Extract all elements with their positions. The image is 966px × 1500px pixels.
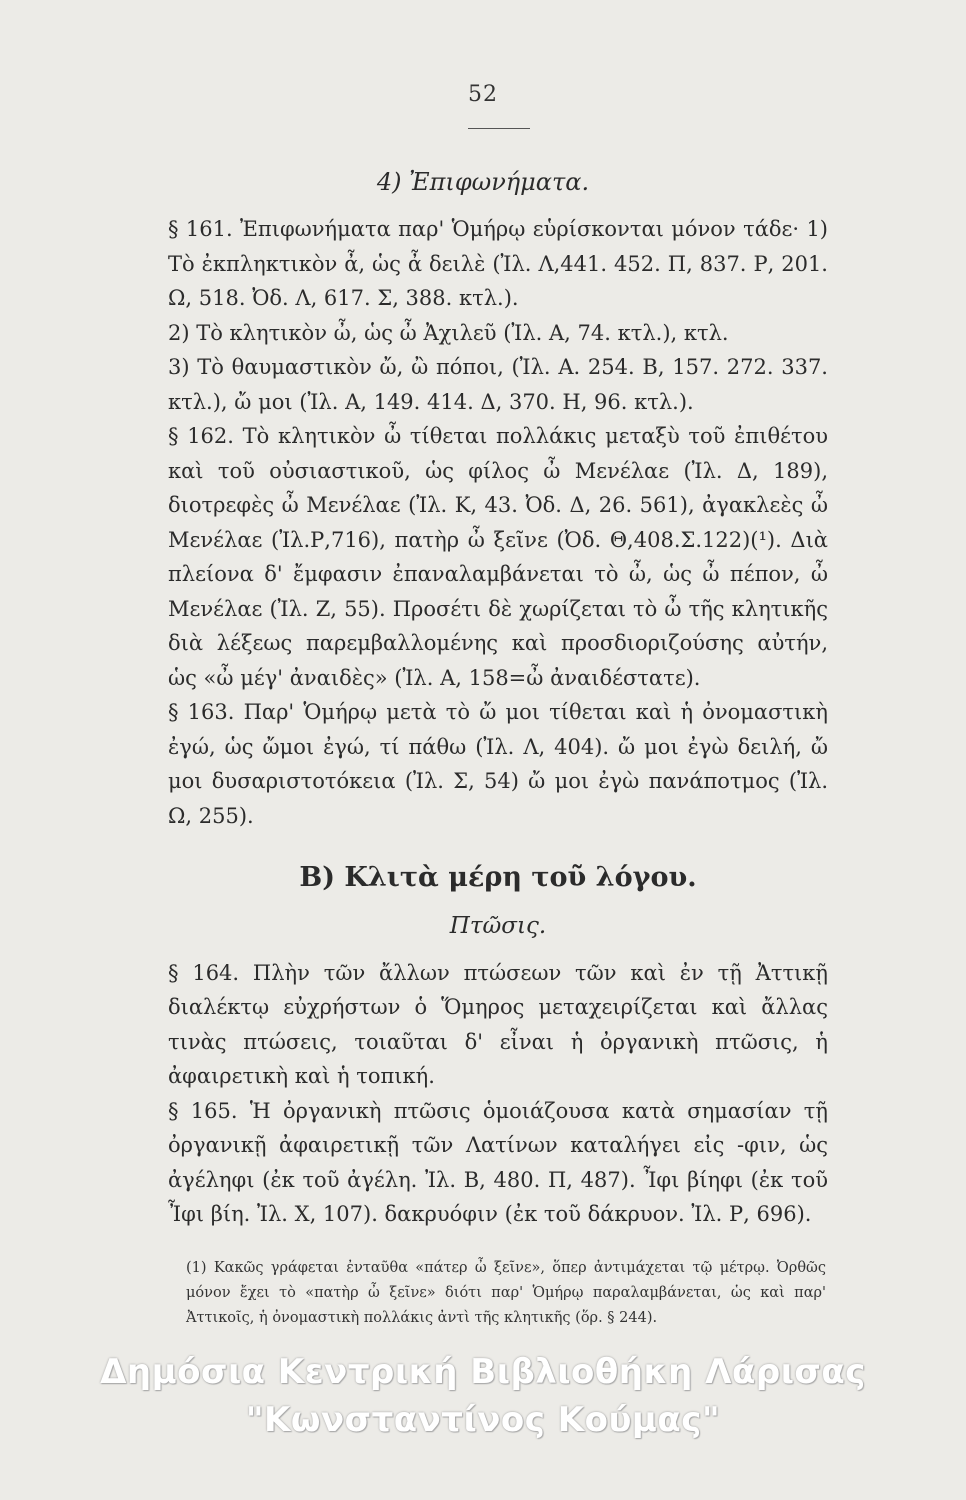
subsection-title: Πτῶσις. [449,913,547,939]
header-rule [468,128,530,129]
page-number: 52 [468,82,498,107]
chapter-title: Β) Κλιτὰ μέρη τοῦ λόγου. [299,862,697,893]
paragraph-161: § 161. Ἐπιφωνήματα παρ' Ὁμήρῳ εὑρίσκονται μόνον τάδε· 1) Τὸ ἐκπληκτικὸν ἆ, ὡς ἆ δειλὲ (Ἰλ. Λ,441. 452. Π, 837. Ρ, 201. Ω, 518. Ὀδ. Λ, 617. Σ, 388. κτλ.). [168,217,828,310]
paragraph-162: § 162. Τὸ κλητικὸν ὦ τίθεται πολλάκις μεταξὺ τοῦ ἐπιθέτου καὶ τοῦ οὐσιαστικοῦ, ὡς φίλος ὦ Μενέλαε (Ἰλ. Δ, 189), διοτρεφὲς ὦ Μενέλαε (Ἰλ. Κ, 43. Ὀδ. Δ, 26. 561), ἀγακλεὲς ὦ Μενέλαε (Ἰλ.Ρ,716), πατὴρ ὦ ξεῖνε (Ὀδ. Θ,408.Σ.122)(¹). Διὰ πλείονα δ' ἔμφασιν ἐπαναλαμβάνεται τὸ ὦ, ὡς ὦ πέπον, ὦ Μενέλαε (Ἰλ. Ζ, 55). Προσέτι δὲ χωρίζεται τὸ ὦ τῆς κλητικῆς διὰ λέξεως παρεμβαλλομένης καὶ προσδιοριζούσης αὐτήν, ὡς «ὦ μέγ' ἀναιδὲς» (Ἰλ. Α, 158=ὦ ἀναιδέστατε). [168,424,828,690]
footnote: (1) Κακῶς γράφεται ἐνταῦθα «πάτερ ὦ ξεῖνε», ὅπερ ἀντιμάχεται τῷ μέτρῳ. Ὀρθῶς μόνον ἔχει τὸ «πατὴρ ὦ ξεῖνε» διότι παρ' Ὁμήρῳ παραλαμβάνεται, ὡς καὶ παρ' Ἀττικοῖς, ἡ ὀνομαστικὴ πολλάκις ἀντὶ τῆς κλητικῆς (ὅρ. § 244). [186,1260,826,1326]
body-text [168,212,828,1232]
section-heading: 4) Ἐπιφωνήματα. [376,168,590,196]
library-watermark-line1: Δημόσια Κεντρική Βιβλιοθήκη Λάρισας [100,1352,866,1392]
paragraph-164: § 164. Πλὴν τῶν ἄλλων πτώσεων τῶν καὶ ἐν τῇ Ἀττικῇ διαλέκτῳ εὐχρήστων ὁ Ὅμηρος μεταχειρίζεται καὶ ἄλλας τινὰς πτώσεις, τοιαῦται δ' εἶναι ἡ ὀργανικὴ πτῶσις, ἡ ἀφαιρετικὴ καὶ ἡ τοπική. [168,960,828,1088]
paragraph-165: § 165. Ἡ ὀργανικὴ πτῶσις ὁμοιάζουσα κατὰ σημασίαν τῇ ὀργανικῇ ἀφαιρετικῇ τῶν Λατίνων καταλήγει εἰς -φιν, ὡς ἀγέληφι (ἐκ τοῦ ἀγέλη. Ἰλ. Β, 480. Π, 487). Ἶφι βίηφι (ἐκ τοῦ Ἶφι βίη. Ἰλ. Χ, 107). δακρυόφιν (ἐκ τοῦ δάκρυον. Ἰλ. Ρ, 696). [168,1098,828,1226]
paragraph-161-item-3: 3) Τὸ θαυμαστικὸν ὤ, ὢ πόποι, (Ἰλ. Α. 254. Β, 157. 272. 337. κτλ.), ὤ μοι (Ἰλ. Α, 149. 414. Δ, 370. Η, 96. κτλ.). [168,355,828,414]
paragraph-163: § 163. Παρ' Ὁμήρῳ μετὰ τὸ ὤ μοι τίθεται καὶ ἡ ὀνομαστικὴ ἐγώ, ὡς ὤμοι ἐγώ, τί πάθω (Ἰλ. Λ, 404). ὤ μοι ἐγὼ δειλή, ὤ μοι δυσαριστοτόκεια (Ἰλ. Σ, 54) ὤ μοι ἐγὼ πανάποτμος (Ἰλ. Ω, 255). [168,700,828,828]
paragraph-161-item-2: 2) Τὸ κλητικὸν ὦ, ὡς ὦ Ἀχιλεῦ (Ἰλ. Α, 74. κτλ.), κτλ. [168,320,729,345]
library-watermark-line2: "Κωνσταντίνος Κούμας" [245,1400,721,1440]
